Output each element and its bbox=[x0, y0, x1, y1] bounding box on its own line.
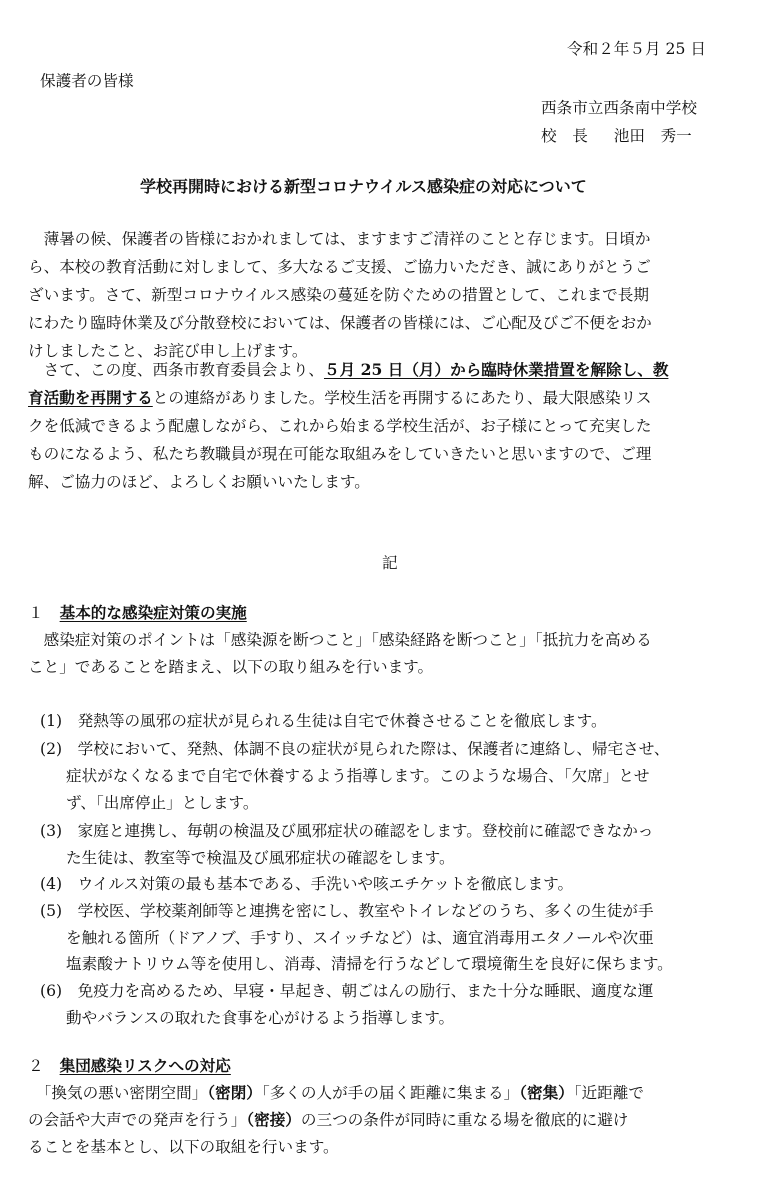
intro-p2-line bbox=[28, 359, 668, 381]
intro-p2-tail: との連絡がありました。学校生活を再開するにあたり、最大限感染リス bbox=[152, 389, 652, 407]
intro-p2-line bbox=[28, 387, 651, 409]
intro-line: ものになるよう、私たち教職員が現在可能な取組みをしていきたいと思いますので、ご理 bbox=[28, 445, 652, 463]
measure-item-5-cont: を触れる箇所（ドアノブ、手すり、スイッチなど）は、適宜消毒用エタノールや次亜 bbox=[66, 929, 654, 947]
section1-intro-line: 感染症対策のポイントは「感染源を断つこと」「感染経路を断つこと」「抵抗力を高める bbox=[28, 631, 652, 649]
condition-closed-text: 「換気の悪い密閉空間」 bbox=[28, 1084, 208, 1102]
measure-item-2-cont: 症状がなくなるまで自宅で休養するよう指導します。このような場合、「欠席」とせ bbox=[66, 767, 650, 785]
measure-item-6: (6) 免疫力を高めるため、早寝・早起き、朝ごはんの励行、また十分な睡眠、適度な運 bbox=[40, 982, 654, 1000]
intro-line: ざいます。さて、新型コロナウイルス感染の蔓延を防ぐための措置として、これまで長期 bbox=[28, 286, 649, 304]
measure-item-1: (1) 発熱等の風邪の症状が見られる生徒は自宅で休養させることを徹底します。 bbox=[40, 712, 607, 730]
principal bbox=[541, 125, 692, 147]
section2-line: ることを基本とし、以下の取組を行います。 bbox=[28, 1138, 339, 1156]
principal-name: 池田 秀一 bbox=[613, 127, 692, 145]
section2-heading bbox=[28, 1055, 231, 1077]
section2-title: 集団感染リスクへの対応 bbox=[59, 1056, 231, 1075]
keyword-missetsu: （密接） bbox=[246, 1110, 301, 1129]
measure-item-5-cont: 塩素酸ナトリウム等を使用し、消毒、清掃を行うなどして環境衛生を良好に保ちます。 bbox=[66, 955, 673, 973]
section2-line bbox=[28, 1109, 628, 1131]
intro-line: クを低減できるよう配慮しながら、これから始まる学校生活が、お子様にとって充実した bbox=[28, 417, 652, 435]
section1-intro-line: こと」であることを踏まえ、以下の取り組みを行います。 bbox=[28, 658, 434, 676]
intro-line: にわたり臨時休業及び分散登校においては、保護者の皆様には、ご心配及びご不便をおか bbox=[28, 314, 652, 332]
measure-item-6-cont: 動やバランスの取れた食事を心がけるよう指導します。 bbox=[66, 1009, 455, 1027]
measure-item-3-cont: た生徒は、教室等で検温及び風邪症状の確認をします。 bbox=[66, 849, 455, 867]
measure-item-2-cont: ず、「出席停止」とします。 bbox=[66, 794, 259, 812]
reopen-emphasis: 育活動を再開する bbox=[28, 388, 153, 407]
section1-title: 基本的な感染症対策の実施 bbox=[59, 603, 247, 622]
reopen-emphasis: ５月 25 日（月）から臨時休業措置を解除し、教 bbox=[323, 360, 669, 379]
keyword-mippei: （密閉） bbox=[207, 1083, 262, 1102]
principal-title: 校 長 bbox=[541, 127, 588, 145]
condition-contact-text: 「近距離で bbox=[573, 1084, 644, 1102]
section1-number: １ bbox=[28, 604, 44, 622]
intro-line: 薄暑の候、保護者の皆様におかれましては、ますますご清祥のことと存じます。日頃か bbox=[28, 230, 651, 248]
ki-marker: 記 bbox=[382, 554, 398, 572]
section2-number: ２ bbox=[28, 1057, 44, 1075]
intro-line: けしましたこと、お詫び申し上げます。 bbox=[28, 342, 308, 360]
measure-item-2: (2) 学校において、発熱、体調不良の症状が見られた際は、保護者に連絡し、帰宅させ、 bbox=[40, 740, 670, 758]
section1-heading bbox=[28, 602, 247, 624]
document-title: 学校再開時における新型コロナウイルス感染症の対応について bbox=[140, 177, 587, 196]
intro-p2-lead: さて、この度、西条市教育委員会より、 bbox=[28, 361, 324, 379]
measure-item-3: (3) 家庭と連携し、毎朝の検温及び風邪症状の確認をします。登校前に確認できなかっ bbox=[40, 822, 654, 840]
intro-line: ら、本校の教育活動に対しまして、多大なるご支援、ご協力いただき、誠にありがとうご bbox=[28, 258, 651, 276]
section2-text: の三つの条件が同時に重なる場を徹底的に避け bbox=[300, 1111, 629, 1129]
measure-item-4: (4) ウイルス対策の最も基本である、手洗いや咳エチケットを徹底します。 bbox=[40, 875, 574, 893]
measure-item-5: (5) 学校医、学校薬剤師等と連携を密にし、教室やトイレなどのうち、多くの生徒が手 bbox=[40, 902, 654, 920]
intro-line: 解、ご協力のほど、よろしくお願いいたします。 bbox=[28, 473, 370, 491]
condition-crowd-text: 「多くの人が手の届く距離に集まる」 bbox=[261, 1084, 520, 1102]
school-name: 西条市立西条南中学校 bbox=[541, 99, 697, 117]
document-date: 令和２年５月 25 日 bbox=[567, 40, 706, 58]
recipient: 保護者の皆様 bbox=[40, 72, 134, 90]
keyword-misshu: （密集） bbox=[519, 1083, 574, 1102]
section2-line bbox=[28, 1082, 644, 1104]
condition-contact-text: の会話や大声での発声を行う」 bbox=[28, 1111, 247, 1129]
